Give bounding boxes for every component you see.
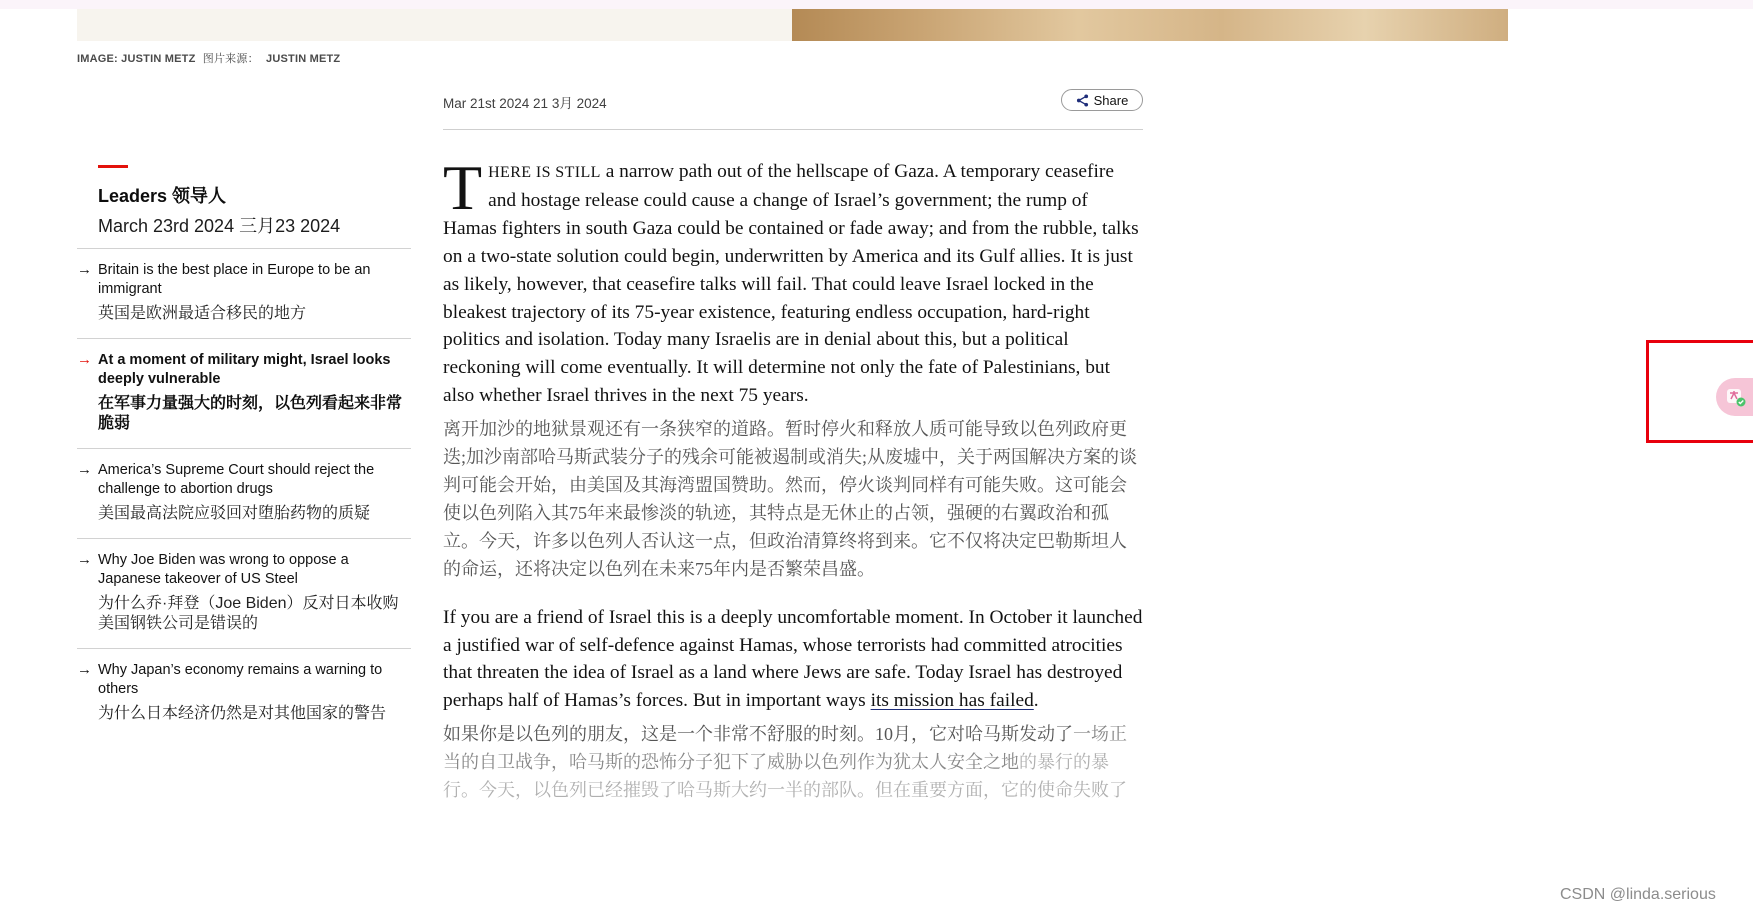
arrow-right-icon: → bbox=[77, 461, 92, 478]
paragraph-zh bbox=[443, 721, 1143, 805]
paragraph-en bbox=[443, 604, 1143, 716]
watermark: CSDN @linda.serious bbox=[1560, 886, 1716, 903]
related-article-title-zh[interactable]: 在军事力量强大的时刻，以色列看起来非常脆弱 bbox=[98, 395, 403, 432]
article bbox=[443, 85, 1143, 805]
translate-plugin-button[interactable] bbox=[1716, 378, 1753, 416]
lead-smallcaps: HERE IS STILL bbox=[488, 164, 601, 181]
caption-zh: 图片来源： bbox=[202, 53, 259, 65]
paragraph-text: a narrow path out of the hellscape of Gaza. A temporary ceasefire and hostage release could cause a change of Israel’s government; the rump of Hamas fighters in south Gaza could be contained or fade away; and from the rubble, talks on a two-state solution could begin, underwritten by America and its Gulf allies. It is just as likely, however, that ceasefire talks will fail. That could leave Israel locked in the bleakest trajectory of its 75-year existence, featuring endless occupation, hard-right politics and isolation. Today many Israelis are in denial about this, but a political reckoning will come eventually. It will determine not only the fate of Palestinians, but also whether Israel thrives in the next 75 years. bbox=[443, 161, 1139, 407]
translate-plugin-icon bbox=[1725, 386, 1747, 408]
related-article-item[interactable] bbox=[77, 448, 411, 538]
paragraph-zh-line: 如果你是以色列的朋友，这是一个非常不舒服的时刻。10月，它对哈马斯发动了 bbox=[443, 724, 1073, 745]
top-strip bbox=[0, 0, 1753, 9]
paragraph-zh-line: 一场正当的自卫战争，哈马斯的恐怖分子犯下了威胁以色列作为犹太人安全之地 bbox=[443, 724, 1127, 773]
drop-cap: T bbox=[443, 152, 483, 223]
paragraph-en bbox=[443, 152, 1143, 410]
arrow-right-icon: → bbox=[77, 661, 92, 678]
related-article-item[interactable] bbox=[77, 248, 411, 338]
hero-image bbox=[792, 9, 1508, 41]
article-body bbox=[443, 152, 1143, 805]
share-button[interactable] bbox=[1061, 89, 1143, 111]
paragraph-zh: 离开加沙的地狱景观还有一条狭窄的道路。暂时停火和释放人质可能导致以色列政府更迭;加沙南部哈马斯武装分子的残余可能被遏制或消失;从废墟中，关于两国解决方案的谈判可能会开始，由美国及其海湾盟国赞助。然而，停火谈判同样有可能失败。这可能会使以色列陷入其75年来最惨淡的轨迹，其特点是无休止的占领，强硬的右翼政治和孤立。今天，许多以色列人否认这一点，但政治清算终将到来。它不仅将决定巴勒斯坦人的命运，还将决定以色列在未来75年内是否繁荣昌盛。 bbox=[443, 419, 1137, 579]
arrow-right-icon: → bbox=[77, 551, 92, 568]
related-article-title-en[interactable]: Why Joe Biden was wrong to oppose a Japanese takeover of US Steel bbox=[98, 552, 349, 587]
section-title[interactable]: Leaders 领导人 bbox=[98, 186, 227, 206]
paragraph-zh-line: 面，它的使命失败了 bbox=[965, 780, 1127, 801]
related-article-title-en[interactable]: America’s Supreme Court should reject the challenge to abortion drugs bbox=[98, 462, 375, 497]
related-article-title-zh[interactable]: 为什么乔·拜登（Joe Biden）反对日本收购美国钢铁公司是错误的 bbox=[98, 595, 399, 632]
caption-prefix: IMAGE: JUSTIN METZ bbox=[77, 53, 196, 65]
paragraph-end: . bbox=[1033, 690, 1039, 712]
arrow-right-icon: → bbox=[77, 261, 92, 278]
section-accent-rule bbox=[98, 165, 128, 168]
related-article-title-zh[interactable]: 为什么日本经济仍然是对其他国家的警告 bbox=[98, 705, 387, 722]
related-article-title-zh[interactable]: 英国是欧洲最适合移民的地方 bbox=[98, 305, 307, 322]
related-article-item-current[interactable] bbox=[77, 338, 411, 448]
caption-name: JUSTIN METZ bbox=[266, 53, 341, 65]
related-article-title-en[interactable]: Why Japan’s economy remains a warning to others bbox=[98, 662, 383, 697]
arrow-right-icon: → bbox=[77, 351, 92, 368]
hero-image-left bbox=[77, 9, 792, 41]
related-articles-list bbox=[77, 248, 411, 738]
related-article-title-en[interactable]: At a moment of military might, Israel looks deeply vulnerable bbox=[98, 352, 391, 387]
related-article-title-zh[interactable]: 美国最高法院应驳回对堕胎药物的质疑 bbox=[98, 505, 371, 522]
section-date: March 23rd 2024 三月23 2024 bbox=[98, 216, 341, 236]
mission-failed-link[interactable]: its mission has failed bbox=[870, 690, 1034, 712]
publish-date: Mar 21st 2024 21 3月 2024 bbox=[443, 96, 607, 111]
related-article-item[interactable] bbox=[77, 648, 411, 738]
share-icon bbox=[1076, 94, 1089, 107]
article-meta-row bbox=[443, 85, 1143, 130]
related-article-item[interactable] bbox=[77, 538, 411, 648]
related-article-title-en[interactable]: Britain is the best place in Europe to be an immigrant bbox=[98, 262, 371, 297]
image-caption bbox=[77, 50, 340, 66]
share-label: Share bbox=[1093, 92, 1129, 108]
paragraph-text: If you are a friend of Israel this is a deeply uncomfortable moment. In October it launched a justified war of self-defence against Hamas, whose terrorists had committed atrocities that threaten the idea of Israel as a land where Jews are safe. Today Israel has destroyed perhaps half of Hamas’s forces. But in important ways bbox=[443, 606, 1143, 712]
sidebar bbox=[77, 165, 411, 738]
paragraph-zh-line: 的暴行的暴行。今天，以色列已经摧毁了哈马斯大约一半的部队。但在重要方 bbox=[443, 752, 1109, 801]
